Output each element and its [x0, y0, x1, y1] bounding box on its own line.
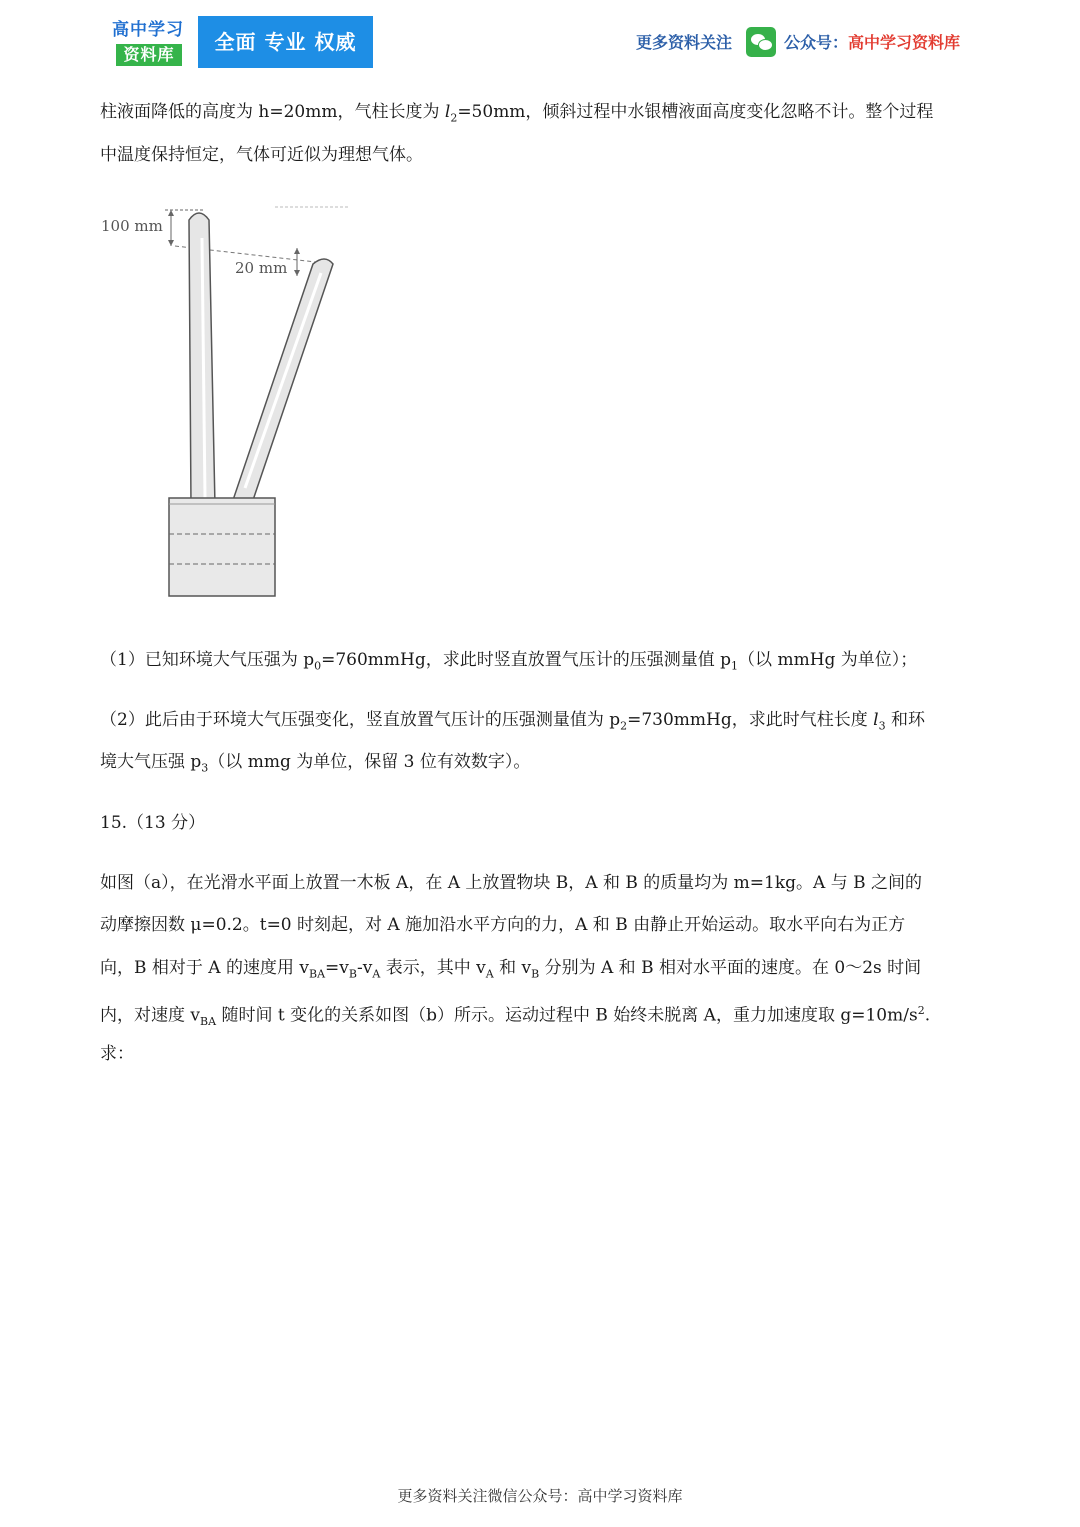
question-15-line-3: 向，B 相对于 A 的速度用 $v_{BA}=v_B-v_A$ 表示，其中 $v_A$ 和 $v_B$ 分别为 A 和 B 相对水平面的速度。在 0～2s 时间	[100, 958, 922, 981]
question-15-line-5: 求：	[100, 1044, 134, 1064]
account-label: 公众号：	[784, 33, 849, 52]
barometer-figure	[95, 198, 375, 603]
question-15-line-1: 如图（a），在光滑水平面上放置一木板 A，在 A 上放置物块 B，A 和 B 的质量均为 m=1kg。A 与 B 之间的	[100, 873, 923, 893]
intro-line-2: 中温度保持恒定，气体可近似为理想气体。	[100, 145, 423, 165]
brand-logo	[112, 18, 184, 66]
account-info	[784, 30, 960, 56]
wechat-icon	[746, 27, 776, 57]
question-2-line-1: （2）此后由于环境大气压强变化，竖直放置气压计的压强测量值为 $p_2=730mmHg$，求此时气柱长度 $l_3$ 和环	[100, 710, 925, 733]
slogan-banner: 全面 专业 权威	[198, 16, 373, 68]
logo-bottom-text: 资料库	[116, 44, 182, 66]
page-header	[0, 0, 1080, 80]
intro-line-1: 柱液面降低的高度为 h=20mm，气柱长度为 $l_2=50mm$，倾斜过程中水银槽液面高度变化忽略不计。整个过程	[100, 102, 934, 125]
account-name: 高中学习资料库	[848, 33, 961, 52]
question-1: （1）已知环境大气压强为 $p_0=760mmHg$，求此时竖直放置气压计的压强测量值 $p_1$（以 mmHg 为单位）；	[100, 650, 918, 673]
question-2-line-2: 境大气压强 $p_3$（以 mmg 为单位，保留 3 位有效数字）。	[100, 752, 531, 775]
logo-top-text: 高中学习	[112, 20, 184, 40]
label-20mm: 20 mm	[235, 259, 288, 277]
question-15-line-4: 内，对速度 $v_{BA}$ 随时间 t 变化的关系如图（b）所示。运动过程中 B 始终未脱离 A，重力加速度取 $g=10m/s^2$.	[100, 1004, 931, 1029]
page-footer: 更多资料关注微信公众号：高中学习资料库	[397, 1487, 683, 1505]
question-15-line-2: 动摩擦因数 μ=0.2。t=0 时刻起，对 A 施加沿水平方向的力，A 和 B 由静止开始运动。取水平向右为正方	[100, 915, 906, 935]
follow-text: 更多资料关注	[636, 33, 733, 52]
label-100mm: 100 mm	[101, 217, 163, 235]
question-15-title: 15.（13 分）	[100, 813, 206, 833]
